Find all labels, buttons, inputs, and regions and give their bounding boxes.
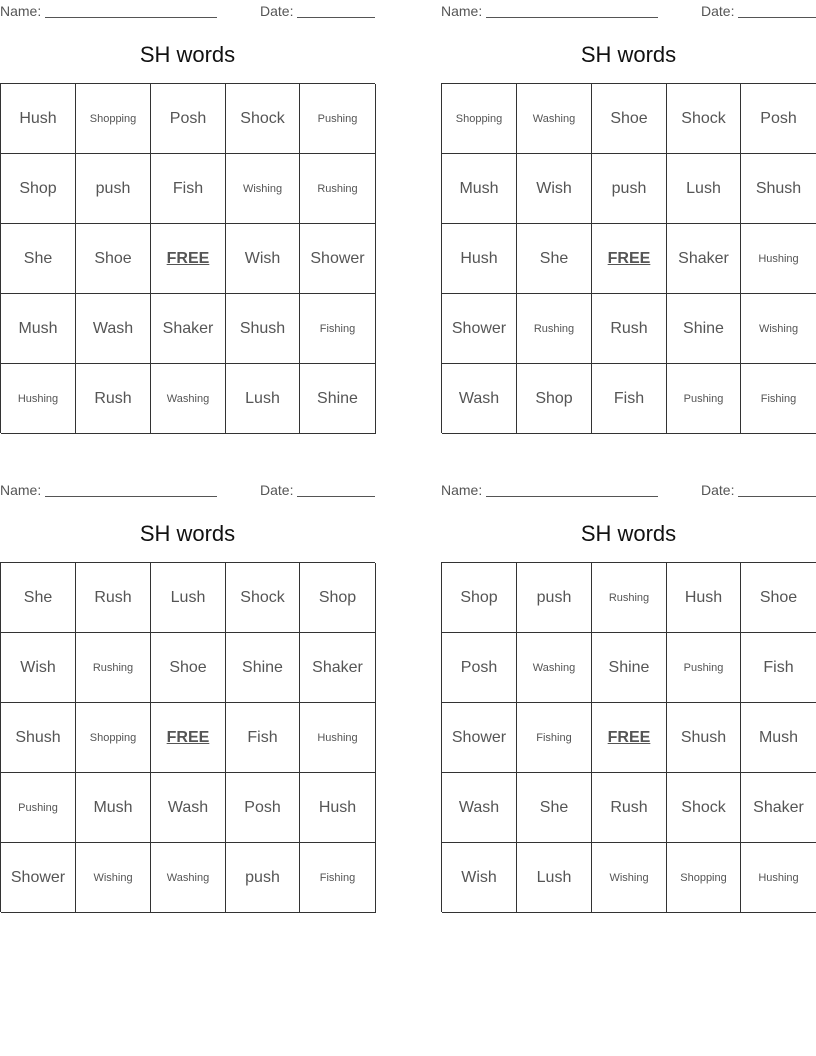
date-line xyxy=(738,17,816,18)
card-title: SH words xyxy=(139,521,236,546)
bingo-cell: Shoe xyxy=(151,633,226,703)
card-header xyxy=(0,0,375,22)
bingo-cell: Shine xyxy=(300,364,376,434)
card-title: SH words xyxy=(580,42,677,67)
bingo-cell: Pushing xyxy=(1,773,76,843)
bingo-cell: Lush xyxy=(667,154,741,224)
name-field xyxy=(441,482,658,498)
bingo-grid xyxy=(0,562,375,912)
bingo-cell: Wishing xyxy=(592,843,667,913)
name-line xyxy=(45,17,217,18)
bingo-cell: Mush xyxy=(741,703,816,773)
bingo-cell: She xyxy=(517,773,592,843)
bingo-cell: Shaker xyxy=(741,773,816,843)
bingo-cell: Shock xyxy=(226,563,300,633)
name-label: Name: xyxy=(0,3,42,19)
bingo-cell: Wash xyxy=(442,364,517,434)
card-header xyxy=(0,479,375,501)
bingo-grid xyxy=(0,83,375,433)
bingo-cell: Shoe xyxy=(592,84,667,154)
date-label: Date: xyxy=(701,482,735,498)
name-field xyxy=(0,3,217,19)
bingo-cell: Shush xyxy=(667,703,741,773)
bingo-cell: Shaker xyxy=(151,294,226,364)
bingo-cell: Lush xyxy=(151,563,226,633)
bingo-cell: Fish xyxy=(741,633,816,703)
bingo-cell: Shower xyxy=(1,843,76,913)
card-title: SH words xyxy=(139,42,236,67)
bingo-cell: Hush xyxy=(300,773,376,843)
bingo-cell: push xyxy=(76,154,151,224)
bingo-cell: Lush xyxy=(517,843,592,913)
bingo-cell: Shop xyxy=(517,364,592,434)
bingo-cell: Wish xyxy=(226,224,300,294)
bingo-cell: Shaker xyxy=(300,633,376,703)
bingo-cell: Fish xyxy=(592,364,667,434)
bingo-cell: Hushing xyxy=(741,224,816,294)
date-label: Date: xyxy=(701,3,735,19)
bingo-cell: Fishing xyxy=(517,703,592,773)
name-field xyxy=(441,3,658,19)
date-field xyxy=(701,482,816,498)
bingo-cell: Posh xyxy=(226,773,300,843)
bingo-cell: push xyxy=(517,563,592,633)
bingo-cell: Shower xyxy=(300,224,376,294)
bingo-cell: Posh xyxy=(151,84,226,154)
name-label: Name: xyxy=(0,482,42,498)
bingo-cell: push xyxy=(226,843,300,913)
date-field xyxy=(701,3,816,19)
date-field xyxy=(260,482,375,498)
free-space-cell: FREE xyxy=(592,224,667,294)
name-line xyxy=(45,496,217,497)
bingo-cell: Washing xyxy=(517,633,592,703)
bingo-cell: Fish xyxy=(151,154,226,224)
bingo-card-1 xyxy=(0,0,375,407)
bingo-cell: Shush xyxy=(1,703,76,773)
bingo-card-2 xyxy=(441,0,816,407)
name-line xyxy=(486,17,658,18)
bingo-cell: Pushing xyxy=(667,364,741,434)
bingo-cell: Hushing xyxy=(741,843,816,913)
bingo-cell: Rush xyxy=(76,364,151,434)
card-header xyxy=(441,479,816,501)
bingo-cell: Shower xyxy=(442,294,517,364)
bingo-cell: Shock xyxy=(667,773,741,843)
bingo-cell: Mush xyxy=(442,154,517,224)
bingo-cell: Rush xyxy=(592,294,667,364)
bingo-cell: Shopping xyxy=(76,84,151,154)
bingo-grid xyxy=(441,83,816,433)
bingo-cell: Hushing xyxy=(300,703,376,773)
bingo-cell: She xyxy=(1,224,76,294)
bingo-cell: Shush xyxy=(741,154,816,224)
bingo-cell: Washing xyxy=(151,843,226,913)
bingo-cell: Shower xyxy=(442,703,517,773)
bingo-cell: Shine xyxy=(226,633,300,703)
bingo-cell: She xyxy=(1,563,76,633)
free-space-cell: FREE xyxy=(592,703,667,773)
bingo-cell: Shopping xyxy=(76,703,151,773)
bingo-cell: She xyxy=(517,224,592,294)
bingo-cell: Rushing xyxy=(76,633,151,703)
date-label: Date: xyxy=(260,482,294,498)
bingo-cell: Rushing xyxy=(300,154,376,224)
bingo-cell: Rush xyxy=(76,563,151,633)
bingo-cell: Shock xyxy=(226,84,300,154)
bingo-cell: Fishing xyxy=(300,294,376,364)
bingo-cell: Wash xyxy=(151,773,226,843)
bingo-cell: Washing xyxy=(517,84,592,154)
free-space-cell: FREE xyxy=(151,224,226,294)
bingo-cell: Wishing xyxy=(226,154,300,224)
date-line xyxy=(297,17,375,18)
bingo-cell: Shop xyxy=(1,154,76,224)
bingo-cell: Lush xyxy=(226,364,300,434)
bingo-cell: Wash xyxy=(76,294,151,364)
bingo-cell: Shop xyxy=(442,563,517,633)
bingo-grid xyxy=(441,562,816,912)
bingo-cell: Wish xyxy=(1,633,76,703)
bingo-cell: Shoe xyxy=(741,563,816,633)
bingo-cell: Rushing xyxy=(592,563,667,633)
bingo-card-3 xyxy=(0,479,375,886)
bingo-cell: Rushing xyxy=(517,294,592,364)
bingo-cell: Wish xyxy=(517,154,592,224)
bingo-cell: Shaker xyxy=(667,224,741,294)
bingo-cell: Washing xyxy=(151,364,226,434)
date-field xyxy=(260,3,375,19)
bingo-cell: Posh xyxy=(442,633,517,703)
date-line xyxy=(738,496,816,497)
bingo-cell: Hush xyxy=(1,84,76,154)
bingo-cell: Fish xyxy=(226,703,300,773)
bingo-cell: Hush xyxy=(442,224,517,294)
date-label: Date: xyxy=(260,3,294,19)
bingo-cell: Hushing xyxy=(1,364,76,434)
bingo-cell: Pushing xyxy=(667,633,741,703)
bingo-cell: Shopping xyxy=(442,84,517,154)
name-label: Name: xyxy=(441,482,483,498)
bingo-cell: Shush xyxy=(226,294,300,364)
bingo-cell: Mush xyxy=(76,773,151,843)
bingo-cell: Wish xyxy=(442,843,517,913)
bingo-cell: Wishing xyxy=(741,294,816,364)
free-space-cell: FREE xyxy=(151,703,226,773)
bingo-card-4 xyxy=(441,479,816,886)
bingo-cell: Shop xyxy=(300,563,376,633)
bingo-cell: Posh xyxy=(741,84,816,154)
card-header xyxy=(441,0,816,22)
date-line xyxy=(297,496,375,497)
bingo-cell: Pushing xyxy=(300,84,376,154)
card-title: SH words xyxy=(580,521,677,546)
bingo-cell: Shine xyxy=(592,633,667,703)
bingo-cell: Hush xyxy=(667,563,741,633)
name-field xyxy=(0,482,217,498)
bingo-cell: Shock xyxy=(667,84,741,154)
name-label: Name: xyxy=(441,3,483,19)
bingo-cell: Fishing xyxy=(300,843,376,913)
name-line xyxy=(486,496,658,497)
bingo-cell: Fishing xyxy=(741,364,816,434)
bingo-cell: Wishing xyxy=(76,843,151,913)
bingo-cell: Mush xyxy=(1,294,76,364)
bingo-cell: Shoe xyxy=(76,224,151,294)
bingo-cell: Rush xyxy=(592,773,667,843)
bingo-cell: push xyxy=(592,154,667,224)
bingo-cell: Wash xyxy=(442,773,517,843)
bingo-cell: Shine xyxy=(667,294,741,364)
bingo-cell: Shopping xyxy=(667,843,741,913)
